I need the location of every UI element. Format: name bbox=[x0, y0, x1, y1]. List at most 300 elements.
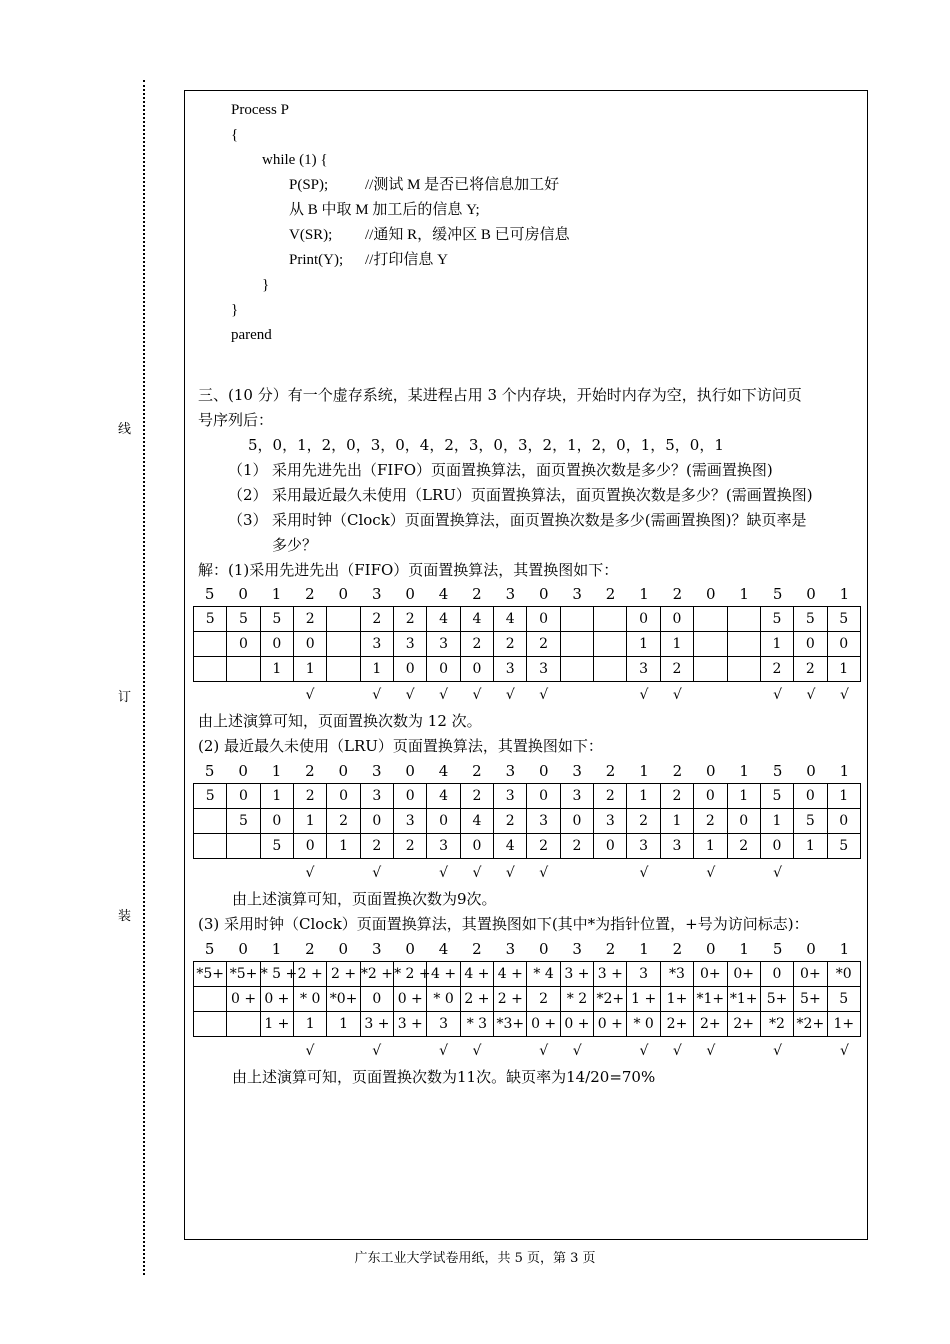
frame-cell: 1 bbox=[794, 834, 827, 859]
frame-cell: 0 bbox=[327, 784, 360, 809]
frame-cell: 1 bbox=[760, 632, 793, 657]
page-fault-check-mark bbox=[260, 686, 293, 704]
page-fault-check-mark: √ bbox=[439, 1043, 448, 1059]
page-fault-check-mark bbox=[560, 686, 593, 704]
question-item-number: （1） bbox=[228, 461, 268, 479]
frame-cell: 4 bbox=[460, 809, 493, 834]
frame-cell: 0 bbox=[260, 632, 293, 657]
frame-cell: 4 bbox=[494, 834, 527, 859]
frame-cell bbox=[594, 607, 627, 632]
frame-cell: *3 bbox=[660, 962, 693, 987]
reference-page: 1 bbox=[739, 585, 749, 603]
page-fault-check-mark: √ bbox=[706, 865, 716, 881]
frame-cell: 1 bbox=[694, 834, 727, 859]
reference-page: 2 bbox=[605, 940, 616, 958]
reference-page: 1 bbox=[639, 940, 649, 958]
frame-cell: 0 bbox=[227, 784, 260, 809]
reference-page: 5 bbox=[772, 940, 783, 958]
reference-page: 0 bbox=[338, 940, 349, 958]
page-fault-check-mark: √ bbox=[539, 687, 549, 703]
frame-cell bbox=[594, 632, 627, 657]
frame-cell: 2 bbox=[760, 657, 793, 682]
reference-page: 0 bbox=[538, 762, 549, 780]
question-line: 三、(10 分）有一个虚存系统，某进程占用 3 个内存块，开始时内存为空，执行如下访问页 bbox=[198, 386, 802, 404]
frame-cell: 2 bbox=[594, 784, 627, 809]
frame-row bbox=[194, 962, 861, 987]
fifo-reference-string bbox=[193, 585, 861, 603]
frame-cell: 3 bbox=[660, 834, 693, 859]
frame-cell: 5 bbox=[760, 784, 793, 809]
reference-page: 0 bbox=[405, 585, 415, 603]
page-fault-check-mark bbox=[594, 686, 627, 704]
frame-cell: *5+ bbox=[227, 962, 260, 987]
frame-cell: 0 bbox=[594, 834, 627, 859]
page-fault-check-mark bbox=[594, 864, 627, 882]
reference-page: 1 bbox=[271, 940, 282, 958]
reference-page: 0 bbox=[806, 585, 816, 603]
frame-cell: 2 bbox=[694, 809, 727, 834]
frame-cell: 2 + bbox=[494, 987, 527, 1012]
frame-cell: *2+ bbox=[594, 987, 627, 1012]
page-fault-check-mark: √ bbox=[372, 865, 382, 881]
frame-cell: 0+ bbox=[727, 962, 760, 987]
frame-cell: 3 bbox=[427, 632, 460, 657]
frame-cell: 2 bbox=[494, 809, 527, 834]
lru-result: 由上述演算可知，页面置换次数为9次。 bbox=[232, 890, 497, 908]
frame-cell: 5 bbox=[827, 987, 860, 1012]
reference-page: 4 bbox=[438, 585, 449, 603]
frame-cell: * 3 bbox=[460, 1012, 493, 1037]
frame-cell: * 0 bbox=[427, 987, 460, 1012]
frame-cell: 2+ bbox=[727, 1012, 760, 1037]
reference-page: 3 bbox=[505, 585, 516, 603]
reference-page: 2 bbox=[672, 940, 683, 958]
frame-cell: 0 + bbox=[560, 1012, 593, 1037]
reference-page: 1 bbox=[839, 762, 850, 780]
frame-cell: 0 + bbox=[594, 1012, 627, 1037]
page-fault-check-mark: √ bbox=[439, 865, 448, 881]
reference-page: 5 bbox=[772, 585, 783, 603]
frame-cell: * 2 bbox=[560, 987, 593, 1012]
page-fault-check-mark: √ bbox=[839, 687, 849, 703]
code-line: Print(Y); bbox=[289, 252, 344, 268]
frame-cell: 4 bbox=[427, 607, 460, 632]
frame-cell: 5 bbox=[227, 809, 260, 834]
reference-page: 2 bbox=[605, 762, 616, 780]
page-fault-check-mark: √ bbox=[639, 1043, 649, 1059]
frame-cell: 0 bbox=[827, 632, 860, 657]
reference-page: 3 bbox=[371, 585, 382, 603]
clock-reference-string bbox=[193, 940, 861, 958]
page-fault-check-mark bbox=[560, 864, 593, 882]
page-fault-check-mark bbox=[494, 1042, 527, 1060]
question-item: 采用最近最久未使用（LRU）页面置换算法，面页置换次数是多少？(需画置换图) bbox=[272, 486, 813, 504]
frame-cell: 3 bbox=[427, 834, 460, 859]
frame-cell: 2 bbox=[660, 784, 693, 809]
reference-page: 5 bbox=[204, 762, 215, 780]
page-fault-check-mark: √ bbox=[405, 687, 415, 703]
frame-cell: 2 bbox=[394, 834, 427, 859]
frame-cell: 2 bbox=[527, 632, 560, 657]
reference-page: 1 bbox=[639, 762, 649, 780]
page-fault-check-mark bbox=[327, 686, 360, 704]
frame-row bbox=[194, 607, 861, 632]
reference-page: 3 bbox=[371, 940, 382, 958]
page-fault-check-mark: √ bbox=[806, 687, 816, 703]
clock-intro: (3) 采用时钟（Clock）页面置换算法，其置换图如下(其中*为指针位置，+号为访问标志)： bbox=[198, 915, 809, 933]
frame-cell: 2 bbox=[794, 657, 827, 682]
reference-page: 2 bbox=[472, 585, 482, 603]
page-fault-check-mark bbox=[260, 1042, 293, 1060]
frame-cell: 3 bbox=[560, 784, 593, 809]
frame-cell: *2+ bbox=[794, 1012, 827, 1037]
frame-cell: 1 bbox=[627, 784, 660, 809]
frame-cell: 1 + bbox=[260, 1012, 293, 1037]
frame-cell: 2 bbox=[560, 834, 593, 859]
reference-page: 3 bbox=[371, 762, 382, 780]
frame-cell: 1 bbox=[727, 784, 760, 809]
frame-cell: 0 bbox=[660, 607, 693, 632]
page-fault-check-mark: √ bbox=[305, 1043, 315, 1059]
lru-replacement-table bbox=[193, 783, 861, 859]
question-item: 多少？ bbox=[272, 536, 318, 554]
frame-cell: *1+ bbox=[694, 987, 727, 1012]
frame-cell: 3 + bbox=[594, 962, 627, 987]
frame-cell: 2 bbox=[527, 834, 560, 859]
reference-page: 0 bbox=[806, 762, 816, 780]
frame-cell: 1 bbox=[294, 1012, 327, 1037]
frame-cell: 5 bbox=[827, 834, 860, 859]
code-line: while (1) { bbox=[262, 152, 328, 168]
frame-cell: 5 bbox=[794, 809, 827, 834]
frame-cell: 2 bbox=[494, 632, 527, 657]
reference-page: 0 bbox=[238, 762, 248, 780]
question-item: 采用时钟（Clock）页面置换算法，面页置换次数是多少(需画置换图)？缺页率是 bbox=[272, 511, 807, 529]
reference-page: 0 bbox=[706, 762, 716, 780]
frame-cell: 0 bbox=[827, 809, 860, 834]
frame-cell: 5+ bbox=[760, 987, 793, 1012]
fifo-result: 由上述演算可知，页面置换次数为 12 次。 bbox=[198, 712, 482, 730]
question-item-number: （3） bbox=[228, 511, 268, 529]
question-sequence: 5，0，1，2，0，3，0，4，2，3，0，3，2，1，2，0，1，5，0，1 bbox=[248, 436, 724, 454]
page-fault-check-mark bbox=[260, 864, 293, 882]
frame-cell bbox=[194, 809, 227, 834]
reference-page: 4 bbox=[438, 762, 449, 780]
frame-cell: 5 bbox=[194, 784, 227, 809]
frame-row bbox=[194, 632, 861, 657]
reference-page: 0 bbox=[806, 940, 816, 958]
frame-cell: 0 bbox=[360, 809, 393, 834]
page-fault-check-mark bbox=[794, 1042, 827, 1060]
frame-cell bbox=[327, 607, 360, 632]
page-fault-check-mark: √ bbox=[839, 1043, 849, 1059]
frame-cell: * 4 bbox=[527, 962, 560, 987]
page-fault-check-mark bbox=[193, 686, 226, 704]
reference-page: 1 bbox=[271, 585, 282, 603]
frame-cell: 1 bbox=[660, 809, 693, 834]
lru-intro: (2) 最近最久未使用（LRU）页面置换算法，其置换图如下： bbox=[198, 737, 603, 755]
frame-cell bbox=[194, 1012, 227, 1037]
frame-cell: 0 bbox=[694, 784, 727, 809]
page-fault-check-mark bbox=[193, 1042, 226, 1060]
page-fault-check-mark bbox=[728, 1042, 761, 1060]
reference-page: 0 bbox=[706, 585, 716, 603]
frame-cell bbox=[560, 632, 593, 657]
reference-page: 4 bbox=[438, 940, 449, 958]
frame-cell bbox=[194, 657, 227, 682]
frame-row bbox=[194, 809, 861, 834]
frame-cell: 0 bbox=[794, 784, 827, 809]
frame-cell: 0 bbox=[294, 632, 327, 657]
frame-cell: 3 bbox=[494, 657, 527, 682]
frame-cell: 0 + bbox=[527, 1012, 560, 1037]
frame-cell: 1+ bbox=[660, 987, 693, 1012]
reference-page: 2 bbox=[305, 762, 315, 780]
frame-cell: * 2 + bbox=[394, 962, 427, 987]
frame-cell: 2 bbox=[360, 834, 393, 859]
code-line: 从 B 中取 M 加工后的信息 Y; bbox=[289, 202, 480, 218]
frame-cell bbox=[227, 1012, 260, 1037]
reference-page: 1 bbox=[739, 762, 749, 780]
page-fault-check-mark bbox=[226, 686, 259, 704]
margin-label-zhuang: 装 bbox=[118, 909, 132, 924]
code-line: } bbox=[262, 277, 270, 293]
page-fault-check-mark: √ bbox=[639, 865, 649, 881]
frame-cell: 1 bbox=[327, 834, 360, 859]
frame-cell: *0 bbox=[827, 962, 860, 987]
frame-cell: 2 bbox=[660, 657, 693, 682]
frame-cell: *2 + bbox=[360, 962, 393, 987]
frame-row bbox=[194, 1012, 861, 1037]
frame-cell: 2 bbox=[627, 809, 660, 834]
frame-cell: 0 bbox=[760, 834, 793, 859]
fifo-intro: 解：(1)采用先进先出（FIFO）页面置换算法，其置换图如下： bbox=[198, 561, 619, 579]
question-item: 采用先进先出（FIFO）页面置换算法，面页置换次数是多少？(需画置换图) bbox=[272, 461, 773, 479]
frame-cell: 2 bbox=[294, 784, 327, 809]
frame-cell: 0 bbox=[727, 809, 760, 834]
frame-cell: 0 bbox=[460, 657, 493, 682]
frame-cell: 5+ bbox=[794, 987, 827, 1012]
frame-cell bbox=[560, 657, 593, 682]
frame-cell: 2 bbox=[327, 809, 360, 834]
page-fault-check-mark: √ bbox=[773, 687, 783, 703]
frame-cell: 0 bbox=[294, 834, 327, 859]
frame-cell: 3 + bbox=[394, 1012, 427, 1037]
frame-cell: 2 + bbox=[327, 962, 360, 987]
frame-cell: 0 bbox=[560, 809, 593, 834]
reference-page: 0 bbox=[338, 762, 349, 780]
page-fault-check-mark: √ bbox=[672, 1043, 682, 1059]
reference-page: 2 bbox=[472, 762, 482, 780]
frame-cell bbox=[727, 632, 760, 657]
frame-cell: 4 bbox=[460, 607, 493, 632]
frame-cell bbox=[694, 657, 727, 682]
frame-cell: 0 bbox=[760, 962, 793, 987]
page-fault-check-mark: √ bbox=[472, 865, 482, 881]
frame-cell: *5+ bbox=[194, 962, 227, 987]
frame-row bbox=[194, 987, 861, 1012]
page-fault-check-mark bbox=[226, 864, 259, 882]
frame-cell: 0 + bbox=[394, 987, 427, 1012]
page-fault-check-mark: √ bbox=[439, 687, 448, 703]
reference-page: 2 bbox=[472, 940, 482, 958]
page-fault-check-mark: √ bbox=[672, 687, 682, 703]
frame-cell: 5 bbox=[260, 607, 293, 632]
page-fault-check-mark: √ bbox=[472, 1043, 482, 1059]
frame-cell: 3 bbox=[627, 962, 660, 987]
frame-cell: 1+ bbox=[827, 1012, 860, 1037]
frame-cell: 1 bbox=[260, 784, 293, 809]
reference-page: 0 bbox=[538, 585, 549, 603]
frame-row bbox=[194, 657, 861, 682]
frame-cell: 5 bbox=[227, 607, 260, 632]
frame-cell: 3 bbox=[527, 809, 560, 834]
frame-cell: 2+ bbox=[660, 1012, 693, 1037]
frame-cell bbox=[327, 657, 360, 682]
clock-fault-marks bbox=[193, 1042, 861, 1060]
frame-cell: 1 bbox=[760, 809, 793, 834]
reference-page: 0 bbox=[405, 762, 415, 780]
page-fault-check-mark bbox=[327, 1042, 360, 1060]
page-fault-check-mark: √ bbox=[305, 865, 315, 881]
frame-cell: 2 + bbox=[294, 962, 327, 987]
frame-cell: 0 bbox=[427, 657, 460, 682]
frame-cell bbox=[727, 607, 760, 632]
page-fault-check-mark bbox=[393, 1042, 426, 1060]
reference-page: 1 bbox=[839, 585, 850, 603]
frame-cell: 0 bbox=[427, 809, 460, 834]
frame-cell: 5 bbox=[194, 607, 227, 632]
reference-page: 1 bbox=[739, 940, 749, 958]
page-fault-check-mark bbox=[728, 864, 761, 882]
frame-cell bbox=[327, 632, 360, 657]
frame-cell: 3 bbox=[394, 809, 427, 834]
frame-cell: 1 bbox=[294, 809, 327, 834]
page-fault-check-mark: √ bbox=[773, 865, 783, 881]
frame-cell: 1 bbox=[627, 632, 660, 657]
margin-label-ding: 订 bbox=[118, 690, 132, 705]
page-fault-check-mark: √ bbox=[472, 687, 482, 703]
frame-cell: 4 bbox=[427, 784, 460, 809]
frame-cell: 2+ bbox=[694, 1012, 727, 1037]
reference-page: 0 bbox=[238, 940, 248, 958]
code-comment: //打印信息 Y bbox=[365, 252, 448, 268]
reference-page: 0 bbox=[338, 585, 349, 603]
frame-cell: 0 + bbox=[227, 987, 260, 1012]
code-comment: //通知 R，缓冲区 B 已可房信息 bbox=[365, 227, 570, 243]
reference-page: 1 bbox=[639, 585, 649, 603]
reference-page: 1 bbox=[271, 762, 282, 780]
frame-cell: 3 bbox=[360, 784, 393, 809]
frame-cell: * 0 bbox=[627, 1012, 660, 1037]
reference-page: 3 bbox=[572, 762, 582, 780]
frame-cell: 1 bbox=[294, 657, 327, 682]
frame-cell: 0 bbox=[394, 657, 427, 682]
frame-cell: 4 + bbox=[460, 962, 493, 987]
frame-cell: 1 + bbox=[627, 987, 660, 1012]
frame-cell bbox=[694, 607, 727, 632]
page-fault-check-mark bbox=[226, 1042, 259, 1060]
frame-row bbox=[194, 834, 861, 859]
reference-page: 5 bbox=[204, 940, 215, 958]
frame-cell: 0 bbox=[227, 632, 260, 657]
frame-cell bbox=[727, 657, 760, 682]
frame-cell: 3 bbox=[427, 1012, 460, 1037]
frame-cell bbox=[194, 632, 227, 657]
margin-label-xian: 线 bbox=[118, 422, 132, 437]
frame-cell bbox=[194, 834, 227, 859]
page-footer: 广东工业大学试卷用纸，共 5 页，第 3 页 bbox=[354, 1251, 596, 1266]
page-fault-check-mark: √ bbox=[505, 865, 515, 881]
frame-cell bbox=[594, 657, 627, 682]
frame-cell bbox=[560, 607, 593, 632]
fifo-fault-marks bbox=[193, 686, 861, 704]
reference-page: 2 bbox=[305, 940, 315, 958]
page-fault-check-mark bbox=[327, 864, 360, 882]
page-fault-check-mark bbox=[728, 686, 761, 704]
reference-page: 2 bbox=[305, 585, 315, 603]
frame-cell: * 0 bbox=[294, 987, 327, 1012]
frame-cell: 0 bbox=[260, 809, 293, 834]
lru-reference-string bbox=[193, 762, 861, 780]
binding-dotted-line bbox=[143, 80, 145, 1275]
page-fault-check-mark bbox=[694, 686, 727, 704]
frame-cell: 2 bbox=[360, 607, 393, 632]
frame-cell: 5 bbox=[794, 607, 827, 632]
frame-cell: 0 bbox=[794, 632, 827, 657]
frame-cell: 3 + bbox=[560, 962, 593, 987]
reference-page: 5 bbox=[772, 762, 783, 780]
reference-page: 0 bbox=[538, 940, 549, 958]
frame-cell: 5 bbox=[260, 834, 293, 859]
frame-cell: 0 bbox=[527, 607, 560, 632]
frame-cell: 1 bbox=[360, 657, 393, 682]
page-fault-check-mark: √ bbox=[539, 1043, 549, 1059]
frame-cell: 2 bbox=[527, 987, 560, 1012]
frame-cell: 5 bbox=[760, 607, 793, 632]
frame-cell bbox=[194, 987, 227, 1012]
page-fault-check-mark: √ bbox=[372, 1043, 382, 1059]
code-line: { bbox=[231, 127, 239, 143]
frame-cell: 3 bbox=[494, 784, 527, 809]
frame-cell: 0+ bbox=[694, 962, 727, 987]
reference-page: 2 bbox=[672, 762, 683, 780]
reference-page: 2 bbox=[605, 585, 616, 603]
reference-page: 2 bbox=[672, 585, 683, 603]
page-fault-check-mark bbox=[661, 864, 694, 882]
frame-cell: 0 bbox=[527, 784, 560, 809]
frame-cell bbox=[227, 834, 260, 859]
clock-replacement-table bbox=[193, 961, 861, 1037]
frame-cell: 1 bbox=[827, 784, 860, 809]
frame-cell: 3 bbox=[394, 632, 427, 657]
page-fault-check-mark: √ bbox=[572, 1043, 582, 1059]
page-fault-check-mark bbox=[794, 864, 827, 882]
reference-page: 0 bbox=[706, 940, 716, 958]
page-fault-check-mark bbox=[594, 1042, 627, 1060]
frame-cell: *0+ bbox=[327, 987, 360, 1012]
page-fault-check-mark bbox=[828, 864, 861, 882]
frame-cell: *3+ bbox=[494, 1012, 527, 1037]
reference-page: 0 bbox=[405, 940, 415, 958]
lru-fault-marks bbox=[193, 864, 861, 882]
page-fault-check-mark: √ bbox=[372, 687, 382, 703]
frame-cell: 4 bbox=[494, 607, 527, 632]
frame-cell: *2 bbox=[760, 1012, 793, 1037]
page-fault-check-mark bbox=[193, 864, 226, 882]
frame-cell: 4 + bbox=[494, 962, 527, 987]
frame-cell: 0+ bbox=[794, 962, 827, 987]
